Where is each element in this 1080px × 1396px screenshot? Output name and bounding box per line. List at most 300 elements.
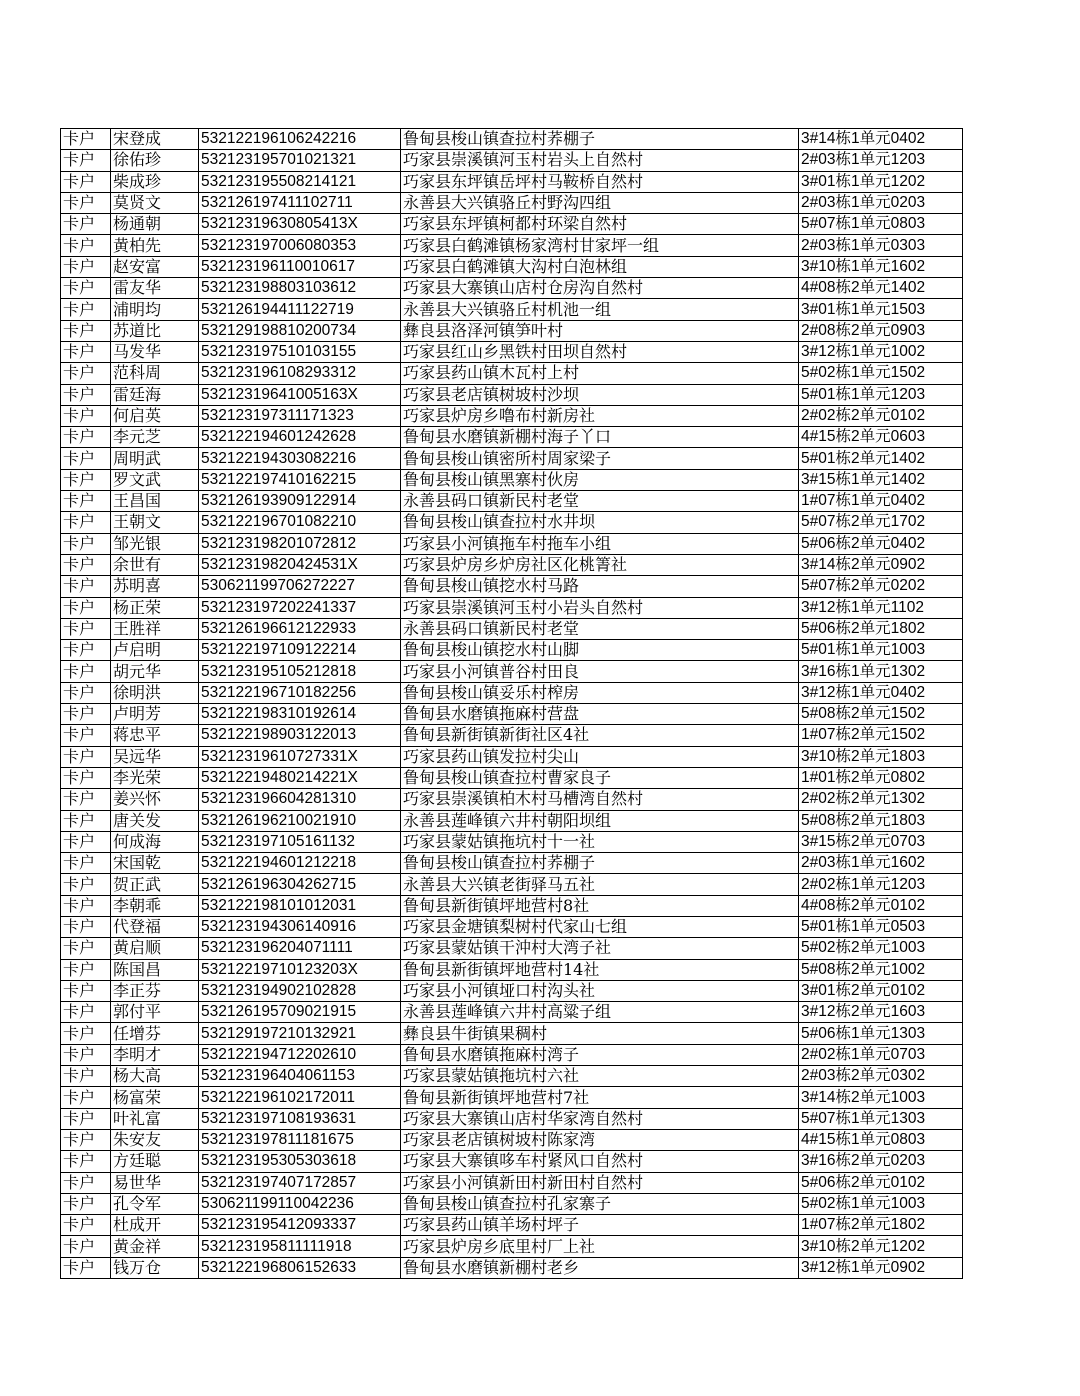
- housing-unit-cell: 3#14栋2单元1003: [799, 1087, 963, 1108]
- name-cell: 易世华: [111, 1172, 199, 1193]
- name-cell: 徐明洪: [111, 682, 199, 703]
- table-row: [61, 256, 963, 277]
- origin-address-cell: 彝良县牛街镇果稠村: [401, 1023, 799, 1044]
- name-cell: 姜兴怀: [111, 789, 199, 810]
- household-type-cell: 卡户: [61, 980, 111, 1001]
- housing-unit-cell: 2#03栋2单元0302: [799, 1066, 963, 1087]
- name-cell: 贺正武: [111, 874, 199, 895]
- name-cell: 代登福: [111, 916, 199, 937]
- housing-unit-cell: 2#08栋2单元0903: [799, 320, 963, 341]
- household-type-cell: 卡户: [61, 831, 111, 852]
- housing-unit-cell: 1#01栋2单元0802: [799, 767, 963, 788]
- origin-address-cell: 鲁甸县水磨镇拖麻村湾子: [401, 1044, 799, 1065]
- household-type-cell: 卡户: [61, 235, 111, 256]
- housing-unit-cell: 2#03栋1单元0303: [799, 235, 963, 256]
- id-number-cell: 532126197411102711: [199, 192, 401, 213]
- housing-unit-cell: 5#07栋2单元0202: [799, 576, 963, 597]
- housing-unit-cell: 3#10栋1单元1602: [799, 256, 963, 277]
- id-number-cell: 53212219480214221X: [199, 767, 401, 788]
- id-number-cell: 532122197410162215: [199, 469, 401, 490]
- origin-address-cell: 巧家县蒙姑镇干沖村大湾子社: [401, 938, 799, 959]
- household-type-cell: 卡户: [61, 597, 111, 618]
- table-row: [61, 1002, 963, 1023]
- household-type-cell: 卡户: [61, 491, 111, 512]
- housing-unit-cell: 3#15栋1单元1402: [799, 469, 963, 490]
- housing-unit-cell: 2#03栋1单元1203: [799, 150, 963, 171]
- housing-unit-cell: 3#01栋1单元1503: [799, 299, 963, 320]
- name-cell: 苏道比: [111, 320, 199, 341]
- household-type-cell: 卡户: [61, 874, 111, 895]
- housing-unit-cell: 2#02栋1单元1203: [799, 874, 963, 895]
- name-cell: 杨富荣: [111, 1087, 199, 1108]
- housing-unit-cell: 5#02栋1单元1502: [799, 363, 963, 384]
- origin-address-cell: 永善县大兴镇骆丘村机池一组: [401, 299, 799, 320]
- household-type-cell: 卡户: [61, 299, 111, 320]
- origin-address-cell: 鲁甸县新街镇坪地营村7社: [401, 1087, 799, 1108]
- id-number-cell: 532122194303082216: [199, 448, 401, 469]
- origin-address-cell: 鲁甸县水磨镇新棚村海子丫口: [401, 427, 799, 448]
- origin-address-cell: 巧家县炉房乡底里村厂上社: [401, 1236, 799, 1257]
- household-type-cell: 卡户: [61, 214, 111, 235]
- id-number-cell: 532126195709021915: [199, 1002, 401, 1023]
- id-number-cell: 532122198903122013: [199, 725, 401, 746]
- id-number-cell: 532122197109122214: [199, 640, 401, 661]
- name-cell: 宋登成: [111, 129, 199, 150]
- table-row: [61, 192, 963, 213]
- table-row: [61, 278, 963, 299]
- table-row: [61, 1066, 963, 1087]
- table-row: [61, 427, 963, 448]
- id-number-cell: 532122196102172011: [199, 1087, 401, 1108]
- household-type-cell: 卡户: [61, 789, 111, 810]
- id-number-cell: 532123196108293312: [199, 363, 401, 384]
- table-row: [61, 704, 963, 725]
- household-type-cell: 卡户: [61, 1044, 111, 1065]
- id-number-cell: 530621199706272227: [199, 576, 401, 597]
- housing-unit-cell: 3#10栋2单元1202: [799, 1236, 963, 1257]
- household-type-cell: 卡户: [61, 320, 111, 341]
- household-type-cell: 卡户: [61, 533, 111, 554]
- origin-address-cell: 巧家县红山乡黑铁村田坝自然村: [401, 341, 799, 362]
- name-cell: 杜成开: [111, 1215, 199, 1236]
- name-cell: 卢明芳: [111, 704, 199, 725]
- origin-address-cell: 鲁甸县梭山镇密所村周家梁子: [401, 448, 799, 469]
- household-type-cell: 卡户: [61, 1002, 111, 1023]
- housing-unit-cell: 5#01栋1单元1003: [799, 640, 963, 661]
- origin-address-cell: 永善县大兴镇老街驿马五社: [401, 874, 799, 895]
- name-cell: 宋国乾: [111, 853, 199, 874]
- id-number-cell: 532123194902102828: [199, 980, 401, 1001]
- name-cell: 王朝文: [111, 512, 199, 533]
- name-cell: 叶礼富: [111, 1108, 199, 1129]
- housing-unit-cell: 3#14栋1单元0402: [799, 129, 963, 150]
- name-cell: 莫贤文: [111, 192, 199, 213]
- household-type-cell: 卡户: [61, 661, 111, 682]
- table-row: [61, 299, 963, 320]
- table-row: [61, 320, 963, 341]
- origin-address-cell: 鲁甸县梭山镇查拉村孔家寨子: [401, 1193, 799, 1214]
- household-type-cell: 卡户: [61, 895, 111, 916]
- origin-address-cell: 永善县莲峰镇六井村高粱子组: [401, 1002, 799, 1023]
- name-cell: 徐佑珍: [111, 150, 199, 171]
- household-type-cell: 卡户: [61, 150, 111, 171]
- name-cell: 黄柏先: [111, 235, 199, 256]
- household-type-cell: 卡户: [61, 363, 111, 384]
- name-cell: 雷廷海: [111, 384, 199, 405]
- table-row: [61, 150, 963, 171]
- table-row: [61, 533, 963, 554]
- name-cell: 钱万仓: [111, 1257, 199, 1278]
- id-number-cell: 53212319630805413X: [199, 214, 401, 235]
- household-type-cell: 卡户: [61, 1129, 111, 1150]
- id-number-cell: 532123195701021321: [199, 150, 401, 171]
- household-type-cell: 卡户: [61, 512, 111, 533]
- origin-address-cell: 巧家县白鹤滩镇大沟村白泡林组: [401, 256, 799, 277]
- id-number-cell: 532123195811111918: [199, 1236, 401, 1257]
- housing-unit-cell: 3#12栋1单元0902: [799, 1257, 963, 1278]
- id-number-cell: 532123194306140916: [199, 916, 401, 937]
- name-cell: 李正芬: [111, 980, 199, 1001]
- housing-unit-cell: 5#02栋2单元1003: [799, 938, 963, 959]
- table-row: [61, 831, 963, 852]
- housing-unit-cell: 3#12栋1单元1002: [799, 341, 963, 362]
- housing-unit-cell: 2#03栋1单元1602: [799, 853, 963, 874]
- housing-unit-cell: 3#01栋1单元1202: [799, 171, 963, 192]
- origin-address-cell: 鲁甸县梭山镇挖水村山脚: [401, 640, 799, 661]
- housing-unit-cell: 4#08栋2单元1402: [799, 278, 963, 299]
- household-table-body: [61, 129, 963, 1279]
- household-type-cell: 卡户: [61, 640, 111, 661]
- housing-unit-cell: 5#06栋2单元1802: [799, 618, 963, 639]
- table-row: [61, 853, 963, 874]
- origin-address-cell: 巧家县蒙姑镇拖坑村十一社: [401, 831, 799, 852]
- name-cell: 卢启明: [111, 640, 199, 661]
- table-row: [61, 767, 963, 788]
- origin-address-cell: 巧家县小河镇普谷村田良: [401, 661, 799, 682]
- name-cell: 杨大高: [111, 1066, 199, 1087]
- housing-unit-cell: 2#03栋1单元0203: [799, 192, 963, 213]
- household-type-cell: 卡户: [61, 1193, 111, 1214]
- table-row: [61, 1023, 963, 1044]
- id-number-cell: 532123196110010617: [199, 256, 401, 277]
- name-cell: 蒋忠平: [111, 725, 199, 746]
- name-cell: 余世有: [111, 554, 199, 575]
- table-row: [61, 597, 963, 618]
- origin-address-cell: 鲁甸县水磨镇拖麻村营盘: [401, 704, 799, 725]
- id-number-cell: 532123195105212818: [199, 661, 401, 682]
- household-type-cell: 卡户: [61, 1066, 111, 1087]
- table-row: [61, 341, 963, 362]
- id-number-cell: 532123197811181675: [199, 1129, 401, 1150]
- household-type-cell: 卡户: [61, 746, 111, 767]
- id-number-cell: 53212219710123203X: [199, 959, 401, 980]
- origin-address-cell: 巧家县药山镇木瓦村上村: [401, 363, 799, 384]
- table-row: [61, 725, 963, 746]
- housing-unit-cell: 5#02栋1单元1003: [799, 1193, 963, 1214]
- name-cell: 王胜祥: [111, 618, 199, 639]
- name-cell: 李朝乖: [111, 895, 199, 916]
- origin-address-cell: 鲁甸县梭山镇妥乐村榨房: [401, 682, 799, 703]
- name-cell: 吴远华: [111, 746, 199, 767]
- table-row: [61, 1108, 963, 1129]
- table-row: [61, 491, 963, 512]
- origin-address-cell: 鲁甸县水磨镇新棚村老乡: [401, 1257, 799, 1278]
- name-cell: 唐关发: [111, 810, 199, 831]
- housing-unit-cell: 3#10栋2单元1803: [799, 746, 963, 767]
- origin-address-cell: 巧家县大寨镇山店村仓房沟自然村: [401, 278, 799, 299]
- table-row: [61, 363, 963, 384]
- id-number-cell: 532123197202241337: [199, 597, 401, 618]
- origin-address-cell: 巧家县大寨镇哆车村紧风口自然村: [401, 1151, 799, 1172]
- id-number-cell: 532123195412093337: [199, 1215, 401, 1236]
- origin-address-cell: 巧家县崇溪镇河玉村岩头上自然村: [401, 150, 799, 171]
- table-row: [61, 1215, 963, 1236]
- table-row: [61, 810, 963, 831]
- table-row: [61, 789, 963, 810]
- household-type-cell: 卡户: [61, 1023, 111, 1044]
- housing-unit-cell: 3#16栋2单元0203: [799, 1151, 963, 1172]
- name-cell: 黄金祥: [111, 1236, 199, 1257]
- origin-address-cell: 巧家县老店镇树坡村沙坝: [401, 384, 799, 405]
- origin-address-cell: 永善县莲峰镇六井村朝阳坝组: [401, 810, 799, 831]
- origin-address-cell: 鲁甸县新街镇坪地营村14社: [401, 959, 799, 980]
- housing-unit-cell: 5#06栋2单元0102: [799, 1172, 963, 1193]
- housing-unit-cell: 2#02栋1单元0703: [799, 1044, 963, 1065]
- household-type-cell: 卡户: [61, 129, 111, 150]
- household-type-cell: 卡户: [61, 1172, 111, 1193]
- origin-address-cell: 巧家县药山镇羊场村坪子: [401, 1215, 799, 1236]
- id-number-cell: 532123196204071111: [199, 938, 401, 959]
- household-type-cell: 卡户: [61, 192, 111, 213]
- housing-unit-cell: 3#14栋2单元0902: [799, 554, 963, 575]
- housing-unit-cell: 5#01栋1单元0503: [799, 916, 963, 937]
- origin-address-cell: 巧家县蒙姑镇拖坑村六社: [401, 1066, 799, 1087]
- id-number-cell: 53212319641005163X: [199, 384, 401, 405]
- name-cell: 柴成珍: [111, 171, 199, 192]
- table-row: [61, 1151, 963, 1172]
- household-type-cell: 卡户: [61, 469, 111, 490]
- origin-address-cell: 巧家县崇溪镇柏木村马槽湾自然村: [401, 789, 799, 810]
- housing-unit-cell: 4#15栋2单元0603: [799, 427, 963, 448]
- table-row: [61, 1044, 963, 1065]
- id-number-cell: 532122196710182256: [199, 682, 401, 703]
- table-row: [61, 895, 963, 916]
- name-cell: 胡元华: [111, 661, 199, 682]
- origin-address-cell: 鲁甸县梭山镇查拉村水井坝: [401, 512, 799, 533]
- housing-unit-cell: 3#01栋2单元0102: [799, 980, 963, 1001]
- housing-unit-cell: 1#07栋1单元0402: [799, 491, 963, 512]
- table-row: [61, 554, 963, 575]
- name-cell: 马发华: [111, 341, 199, 362]
- table-row: [61, 512, 963, 533]
- household-type-cell: 卡户: [61, 618, 111, 639]
- id-number-cell: 532129197210132921: [199, 1023, 401, 1044]
- origin-address-cell: 彝良县洛泽河镇笋叶村: [401, 320, 799, 341]
- household-type-cell: 卡户: [61, 405, 111, 426]
- id-number-cell: 532123197105161132: [199, 831, 401, 852]
- table-row: [61, 682, 963, 703]
- housing-unit-cell: 4#15栋1单元0803: [799, 1129, 963, 1150]
- household-type-cell: 卡户: [61, 959, 111, 980]
- origin-address-cell: 巧家县小河镇拖车村拖车小组: [401, 533, 799, 554]
- id-number-cell: 532122198101012031: [199, 895, 401, 916]
- household-type-cell: 卡户: [61, 1257, 111, 1278]
- household-type-cell: 卡户: [61, 725, 111, 746]
- origin-address-cell: 巧家县崇溪镇河玉村小岩头自然村: [401, 597, 799, 618]
- household-type-cell: 卡户: [61, 853, 111, 874]
- table-row: [61, 938, 963, 959]
- id-number-cell: 532123195305303618: [199, 1151, 401, 1172]
- origin-address-cell: 永善县大兴镇骆丘村野沟四组: [401, 192, 799, 213]
- id-number-cell: 532122194601212218: [199, 853, 401, 874]
- household-type-cell: 卡户: [61, 682, 111, 703]
- origin-address-cell: 永善县码口镇新民村老堂: [401, 491, 799, 512]
- household-type-cell: 卡户: [61, 916, 111, 937]
- household-type-cell: 卡户: [61, 810, 111, 831]
- table-row: [61, 1172, 963, 1193]
- table-row: [61, 214, 963, 235]
- household-type-cell: 卡户: [61, 767, 111, 788]
- name-cell: 李光荣: [111, 767, 199, 788]
- origin-address-cell: 永善县码口镇新民村老堂: [401, 618, 799, 639]
- table-row: [61, 235, 963, 256]
- id-number-cell: 532123197407172857: [199, 1172, 401, 1193]
- name-cell: 王昌国: [111, 491, 199, 512]
- household-type-cell: 卡户: [61, 554, 111, 575]
- origin-address-cell: 巧家县大寨镇山店村华家湾自然村: [401, 1108, 799, 1129]
- table-row: [61, 384, 963, 405]
- name-cell: 李明才: [111, 1044, 199, 1065]
- table-row: [61, 1257, 963, 1278]
- id-number-cell: 532126194411122719: [199, 299, 401, 320]
- housing-unit-cell: 5#01栋2单元1402: [799, 448, 963, 469]
- housing-unit-cell: 2#02栋2单元1302: [799, 789, 963, 810]
- table-row: [61, 1193, 963, 1214]
- name-cell: 李元芝: [111, 427, 199, 448]
- housing-unit-cell: 3#15栋2单元0703: [799, 831, 963, 852]
- table-row: [61, 916, 963, 937]
- table-row: [61, 1129, 963, 1150]
- housing-unit-cell: 1#07栋2单元1802: [799, 1215, 963, 1236]
- table-row: [61, 576, 963, 597]
- household-type-cell: 卡户: [61, 704, 111, 725]
- housing-unit-cell: 3#12栋2单元1603: [799, 1002, 963, 1023]
- name-cell: 郭付平: [111, 1002, 199, 1023]
- origin-address-cell: 巧家县小河镇新田村新田村自然村: [401, 1172, 799, 1193]
- id-number-cell: 532126196210021910: [199, 810, 401, 831]
- housing-unit-cell: 4#08栋2单元0102: [799, 895, 963, 916]
- table-row: [61, 746, 963, 767]
- name-cell: 浦明均: [111, 299, 199, 320]
- housing-unit-cell: 1#07栋2单元1502: [799, 725, 963, 746]
- table-row: [61, 874, 963, 895]
- origin-address-cell: 巧家县炉房乡炉房社区化桃箐社: [401, 554, 799, 575]
- housing-unit-cell: 2#02栋2单元0102: [799, 405, 963, 426]
- origin-address-cell: 巧家县白鹤滩镇杨家湾村甘家坪一组: [401, 235, 799, 256]
- housing-unit-cell: 5#08栋2单元1002: [799, 959, 963, 980]
- table-row: [61, 640, 963, 661]
- name-cell: 周明武: [111, 448, 199, 469]
- name-cell: 邹光银: [111, 533, 199, 554]
- household-table: [60, 128, 963, 1279]
- name-cell: 赵安富: [111, 256, 199, 277]
- name-cell: 苏明喜: [111, 576, 199, 597]
- table-row: [61, 405, 963, 426]
- table-row: [61, 129, 963, 150]
- housing-unit-cell: 5#07栋1单元0803: [799, 214, 963, 235]
- origin-address-cell: 巧家县药山镇发拉村尖山: [401, 746, 799, 767]
- id-number-cell: 532123197510103155: [199, 341, 401, 362]
- id-number-cell: 532123197006080353: [199, 235, 401, 256]
- table-row: [61, 469, 963, 490]
- housing-unit-cell: 5#07栋2单元1702: [799, 512, 963, 533]
- id-number-cell: 53212319610727331X: [199, 746, 401, 767]
- name-cell: 何启英: [111, 405, 199, 426]
- name-cell: 任增芬: [111, 1023, 199, 1044]
- household-type-cell: 卡户: [61, 278, 111, 299]
- id-number-cell: 532126196612122933: [199, 618, 401, 639]
- id-number-cell: 532122196106242216: [199, 129, 401, 150]
- origin-address-cell: 巧家县东坪镇柯都村环梁自然村: [401, 214, 799, 235]
- id-number-cell: 532122194601242628: [199, 427, 401, 448]
- id-number-cell: 532122194712202610: [199, 1044, 401, 1065]
- housing-unit-cell: 5#01栋1单元1203: [799, 384, 963, 405]
- origin-address-cell: 鲁甸县梭山镇查拉村曹家良子: [401, 767, 799, 788]
- origin-address-cell: 鲁甸县新街镇坪地营村8社: [401, 895, 799, 916]
- id-number-cell: 532129198810200734: [199, 320, 401, 341]
- name-cell: 何成海: [111, 831, 199, 852]
- household-type-cell: 卡户: [61, 427, 111, 448]
- origin-address-cell: 鲁甸县梭山镇查拉村荞棚子: [401, 129, 799, 150]
- housing-unit-cell: 5#08栋2单元1803: [799, 810, 963, 831]
- origin-address-cell: 巧家县小河镇垭口村沟头社: [401, 980, 799, 1001]
- name-cell: 罗文武: [111, 469, 199, 490]
- id-number-cell: 532126193909122914: [199, 491, 401, 512]
- household-type-cell: 卡户: [61, 1151, 111, 1172]
- origin-address-cell: 鲁甸县梭山镇挖水村马路: [401, 576, 799, 597]
- table-row: [61, 661, 963, 682]
- housing-unit-cell: 5#08栋2单元1502: [799, 704, 963, 725]
- housing-unit-cell: 5#07栋1单元1303: [799, 1108, 963, 1129]
- housing-unit-cell: 3#12栋1单元1102: [799, 597, 963, 618]
- name-cell: 范科周: [111, 363, 199, 384]
- table-row: [61, 980, 963, 1001]
- name-cell: 朱安友: [111, 1129, 199, 1150]
- household-type-cell: 卡户: [61, 576, 111, 597]
- household-type-cell: 卡户: [61, 1108, 111, 1129]
- id-number-cell: 532122196701082210: [199, 512, 401, 533]
- id-number-cell: 53212319820424531X: [199, 554, 401, 575]
- origin-address-cell: 巧家县炉房乡噜布村新房社: [401, 405, 799, 426]
- household-type-cell: 卡户: [61, 1215, 111, 1236]
- household-type-cell: 卡户: [61, 256, 111, 277]
- name-cell: 杨正荣: [111, 597, 199, 618]
- table-row: [61, 448, 963, 469]
- origin-address-cell: 巧家县东坪镇岳坪村马鞍桥自然村: [401, 171, 799, 192]
- housing-unit-cell: 3#12栋1单元0402: [799, 682, 963, 703]
- housing-unit-cell: 5#06栋1单元1303: [799, 1023, 963, 1044]
- household-type-cell: 卡户: [61, 938, 111, 959]
- id-number-cell: 532123195508214121: [199, 171, 401, 192]
- household-type-cell: 卡户: [61, 341, 111, 362]
- name-cell: 方廷聪: [111, 1151, 199, 1172]
- household-type-cell: 卡户: [61, 171, 111, 192]
- id-number-cell: 532122196806152633: [199, 1257, 401, 1278]
- name-cell: 陈国昌: [111, 959, 199, 980]
- household-type-cell: 卡户: [61, 448, 111, 469]
- id-number-cell: 532122198310192614: [199, 704, 401, 725]
- housing-unit-cell: 3#16栋1单元1302: [799, 661, 963, 682]
